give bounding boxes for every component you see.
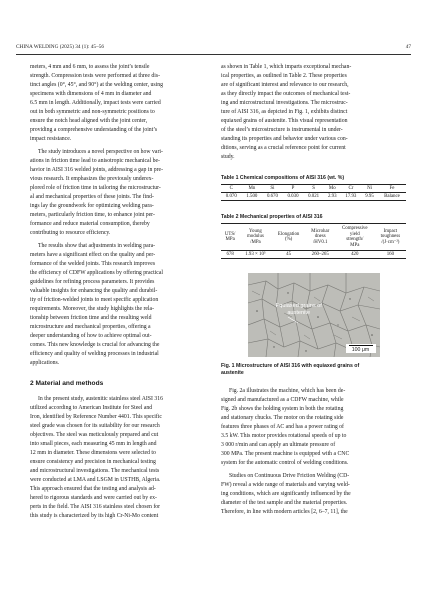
scale-bar <box>346 344 376 353</box>
table2-header: Compressive yield strength/ MPa <box>342 225 368 248</box>
paragraph-results: The results show that adjustments in welding para- meters have a significant effect on the quality and per- formance of the welded joints. This research improves the efficiency of CDFW applications by offering practical guidelines for refining process parameters. It provides valuable insights for enhancing the quality and durabil- ity of friction-welded joints to meet specific application requirements. Moreover, the study highlights the rela- tionship between friction time and the resulting weld microstructure and mechanical properties, offering a deeper understanding of how to achieve optimal out- comes. This new knowledge is crucial for advancing the efficiency and quality of welding processes in industrial applications. <box>30 243 164 366</box>
header-rule <box>16 54 411 55</box>
scale-bar-label: 100 μm <box>351 347 370 354</box>
table1-cell: 0.021 <box>308 193 320 199</box>
table1-cell: 0.030 <box>287 193 299 199</box>
table1-header: Ni <box>367 185 372 191</box>
table1-cell: 17.93 <box>345 193 357 199</box>
table1-header: Mn <box>248 185 256 191</box>
table1-cell: 1.500 <box>246 193 258 199</box>
table1-cell: 0.670 <box>266 193 278 199</box>
paragraph-continuation: meters, 4 mm and 6 mm, to assess the joint’s tensile strength. Compression tests were performed at three dis- tinct angles (0°, 45°, and 90°) at the welding center, using specimens with dimensions of 4 mm in diameter and 6.5 mm in length. Additionally, impact tests were carried out in both symmetric and non-symmetric positions to ensure the notch head aligned with the joint center, providing a comprehensive understanding of the joint’s impact resistance. <box>30 64 163 142</box>
table2-header: Impact toughness /(J·cm⁻²) <box>380 228 401 245</box>
running-header <box>16 44 411 50</box>
table2-cell: 420 <box>351 252 359 258</box>
table-chemical-composition <box>221 184 406 201</box>
table1-header: S <box>312 185 315 191</box>
scale-bar-line <box>349 345 373 346</box>
microstructure-image <box>248 273 380 357</box>
table1-cell: 2.93 <box>327 193 337 199</box>
table2-header: Microhar dness /HV0.1 <box>311 228 330 245</box>
left-column <box>30 63 215 525</box>
table2-header: UTS/ MPa <box>224 231 236 243</box>
table1-cell: 9.95 <box>365 193 374 199</box>
paragraph-novel-perspective: The study introduces a novel perspective on how vari- ations in friction time lead to anisotropic mechanical be- havior in AISI 316 welded joints, addressing a gap in pre- vious research. It emphasizes the previously underex- plored role of friction time in tailoring the microstructur- al and mechanical properties of these joints. The find- ings lay the groundwork for optimizing welding para- meters, particularly friction time, to enhance joint per- formance and reduce material consumption, thereby contributing to resource efficiency. <box>30 149 164 236</box>
table2-header: Elongation (%) <box>277 231 300 243</box>
table2-cell: 260–265 <box>311 252 329 258</box>
table1-cell: 0.070 <box>225 193 237 199</box>
table-row <box>221 192 406 200</box>
right-column <box>221 63 406 522</box>
grain-annotation: Equiaxed grains of austenite <box>275 303 322 316</box>
table1-caption: Table 1 Chemical compositions of AISI 316 (wt. %) <box>221 174 345 181</box>
table2-caption: Table 2 Mechanical properties of AISI 316 <box>221 213 323 220</box>
table-row <box>221 251 406 259</box>
table1-header: Si <box>270 185 275 191</box>
table2-cell: 1.93 × 10⁵ <box>245 252 266 258</box>
page-number: 47 <box>405 44 411 50</box>
table2-header-row <box>221 223 406 250</box>
figure1-caption: Fig. 1 Microstructure of AISI 316 with equiaxed grains of austenite <box>221 363 360 377</box>
paragraph-cdfw-studies: Studies on Continuous Drive Friction Welding (CD- FW) reveal a wide range of materials and varying weld- ing conditions, which are significantly influenced by the diameter of the test sample and the material properties. Therefore, in line with modern articles [2, 6–7, 11], the <box>221 473 351 516</box>
table1-header: C <box>229 185 233 191</box>
table2-cell: 45 <box>286 252 292 258</box>
table1-header: P <box>291 185 295 191</box>
table2-cell: 678 <box>226 252 234 258</box>
paragraph-machine: Fig. 2a illustrates the machine, which has been de- signed and manufactured as a CDFW machine, while Fig. 2b shows the holding system in both the rotating and stationary chucks. The motor on the rotating side features three phases of AC and has a power rating of 3.5 kW. This motor provides rotational speeds of up to 3 000 r/min and can apply an ultimate pressure of 300 MPa. The present machine is equipped with a CNC system for the automatic control of welding conditions. <box>221 388 350 466</box>
table2-header: Young modulus /MPa <box>247 228 264 245</box>
section-heading: 2 Material and methods <box>30 380 104 388</box>
paragraph-properties: as shown in Table 1, which imparts exceptional mechan- ical properties, as outlined in Table 2. These properties are of significant interest and relevance to our research, as they directly impact the outcomes of mechanical test- ing and microstructural investigations. The microstruc- ture of AISI 316, as depicted in Fig. 1, exhibits distinct equiaxed grains of austenite. This visual representation of the steel’s microstructure is instrumental in under- standing its properties and behavior under various con- ditions, serving as a crucial reference point for current study. <box>221 64 352 160</box>
journal-citation: CHINA WELDING (2025) 34 (1): 45–56 <box>16 44 105 50</box>
table1-header: Cr <box>348 185 354 191</box>
table2-cell: 160 <box>386 252 395 258</box>
table-mechanical-properties <box>221 223 406 259</box>
table1-header: Fe <box>389 185 395 191</box>
table1-header: Mo <box>328 185 336 191</box>
table1-cell: Balance <box>384 193 400 199</box>
paragraph-materials: In the present study, austenitic stainless steel AISI 316 utilized according to American Institute for Steel and Iron, identified by Reference Number 4401. This specific steel grade was chosen for its suitability for our research objectives. The steel was meticulously prepared and cut into small pieces, each measuring 45 mm in length and 12 mm in diameter. These dimensions were selected to ensure consistency and precision in mechanical testing and microstructural investigations. The mechanical tests were conducted at LMA and LSGM in USTHB, Algeria. This approach ensured that the testing and analysis ad- hered to rigorous standards and were carried out by ex- perts in the field. The AISI 316 stainless steel chosen for this study is characterized by its high Cr-Ni-Mo content <box>30 396 163 519</box>
table1-header-row <box>221 184 406 192</box>
